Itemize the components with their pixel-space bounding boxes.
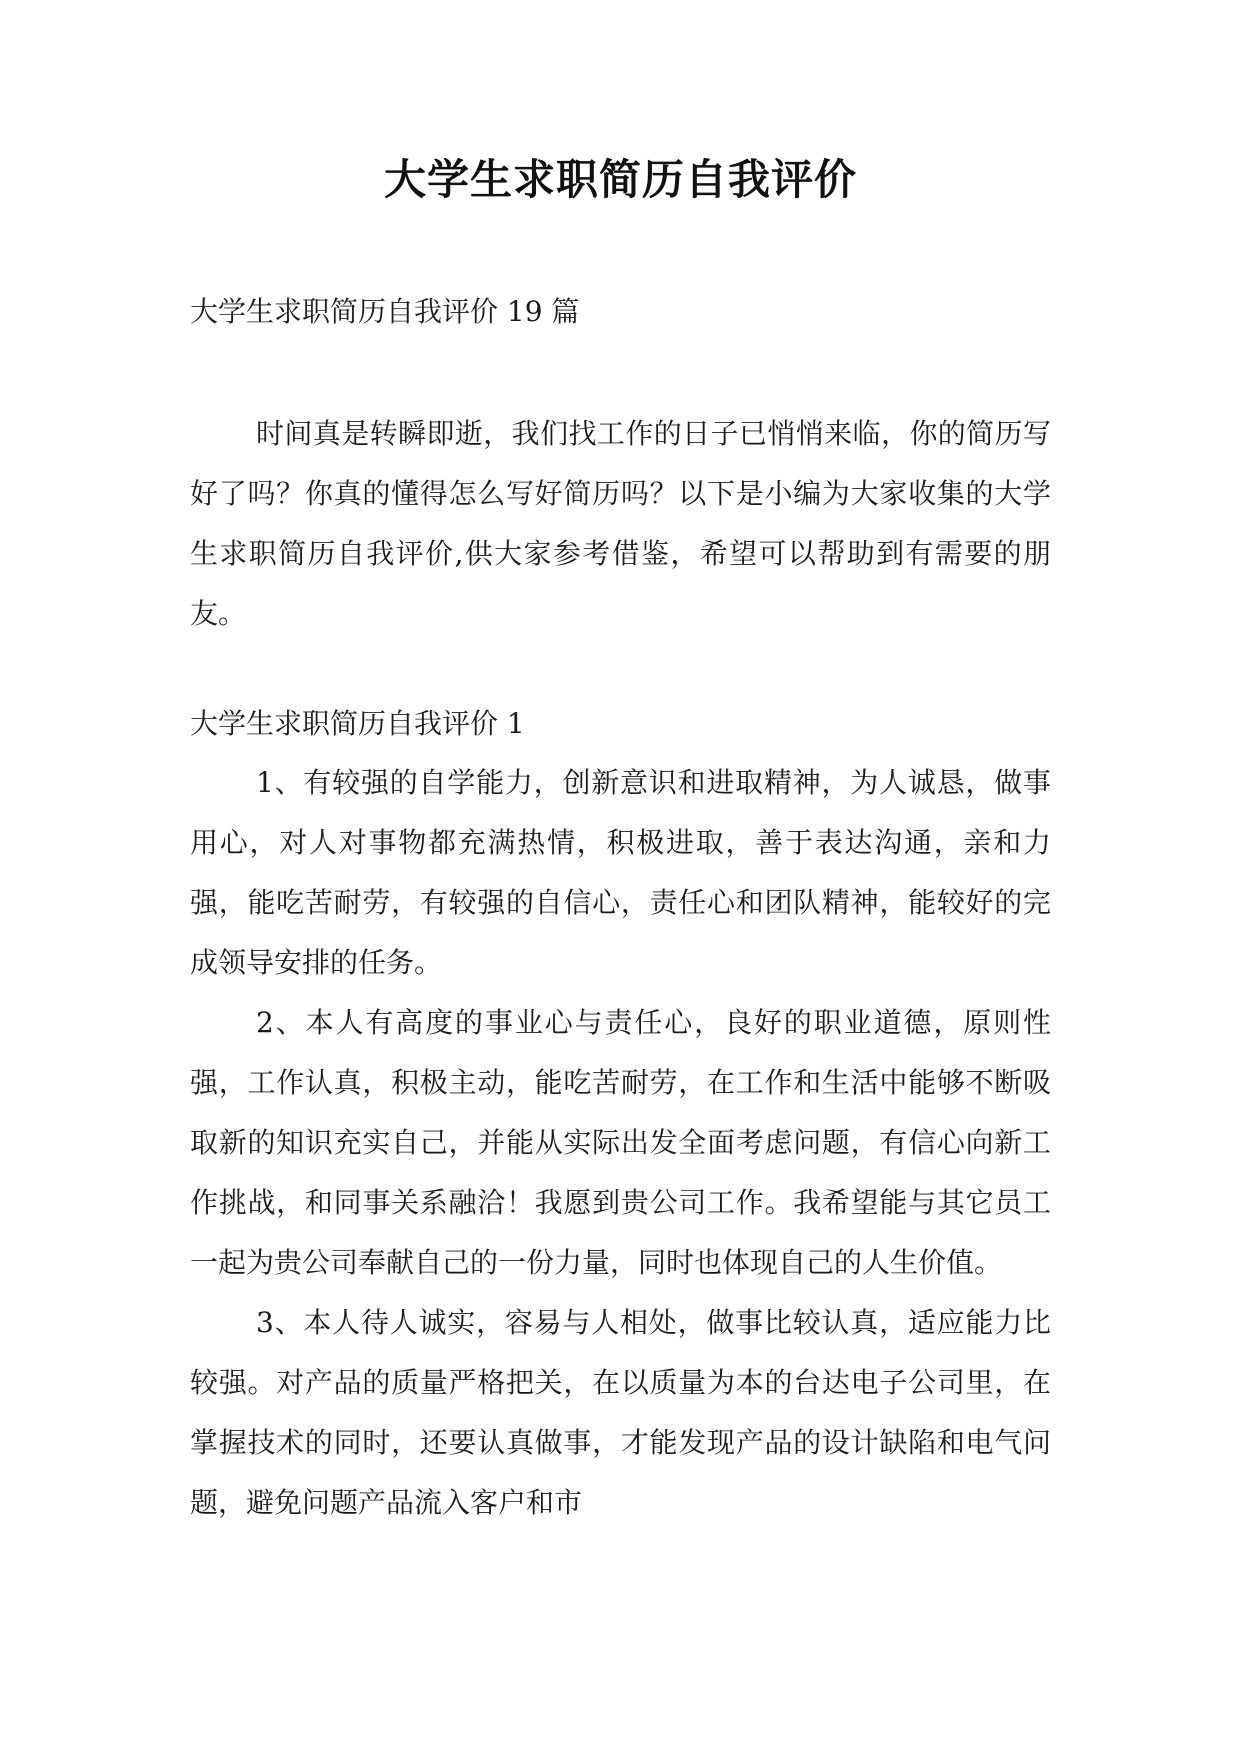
intro-paragraph: 时间真是转瞬即逝，我们找工作的日子已悄悄来临，你的简历写好了吗？你真的懂得怎么写好简历吗？以下是小编为大家收集的大学生求职简历自我评价,供大家参考借鉴，希望可以帮助到有需要的朋友。: [190, 417, 1051, 630]
evaluation-item-1: 1、有较强的自学能力，创新意识和进取精神，为人诚恳，做事用心，对人对事物都充满热情，积极进取，善于表达沟通，亲和力强，能吃苦耐劳，有较强的自信心，责任心和团队精神，能较好的完成领导安排的任务。: [190, 766, 1051, 979]
evaluation-item-2: 2、本人有高度的事业心与责任心，良好的职业道德，原则性强，工作认真，积极主动，能吃苦耐劳，在工作和生活中能够不断吸取新的知识充实自己，并能从实际出发全面考虑问题，有信心向新工作挑战，和同事关系融洽！我愿到贵公司工作。我希望能与其它员工一起为贵公司奉献自己的一份力量，同时也体现自己的人生价值。: [190, 1006, 1051, 1279]
section-heading: 大学生求职简历自我评价 1: [190, 707, 525, 740]
document-subtitle: 大学生求职简历自我评价 19 篇: [190, 295, 580, 328]
evaluation-item-3: 3、本人待人诚实，容易与人相处，做事比较认真，适应能力比较强。对产品的质量严格把关，在以质量为本的台达电子公司里，在掌握技术的同时，还要认真做事，才能发现产品的设计缺陷和电气问题，避免问题产品流入客户和市: [190, 1306, 1051, 1519]
evaluation-list: [190, 753, 1051, 1533]
document-title: 大学生求职简历自我评价: [383, 155, 857, 204]
